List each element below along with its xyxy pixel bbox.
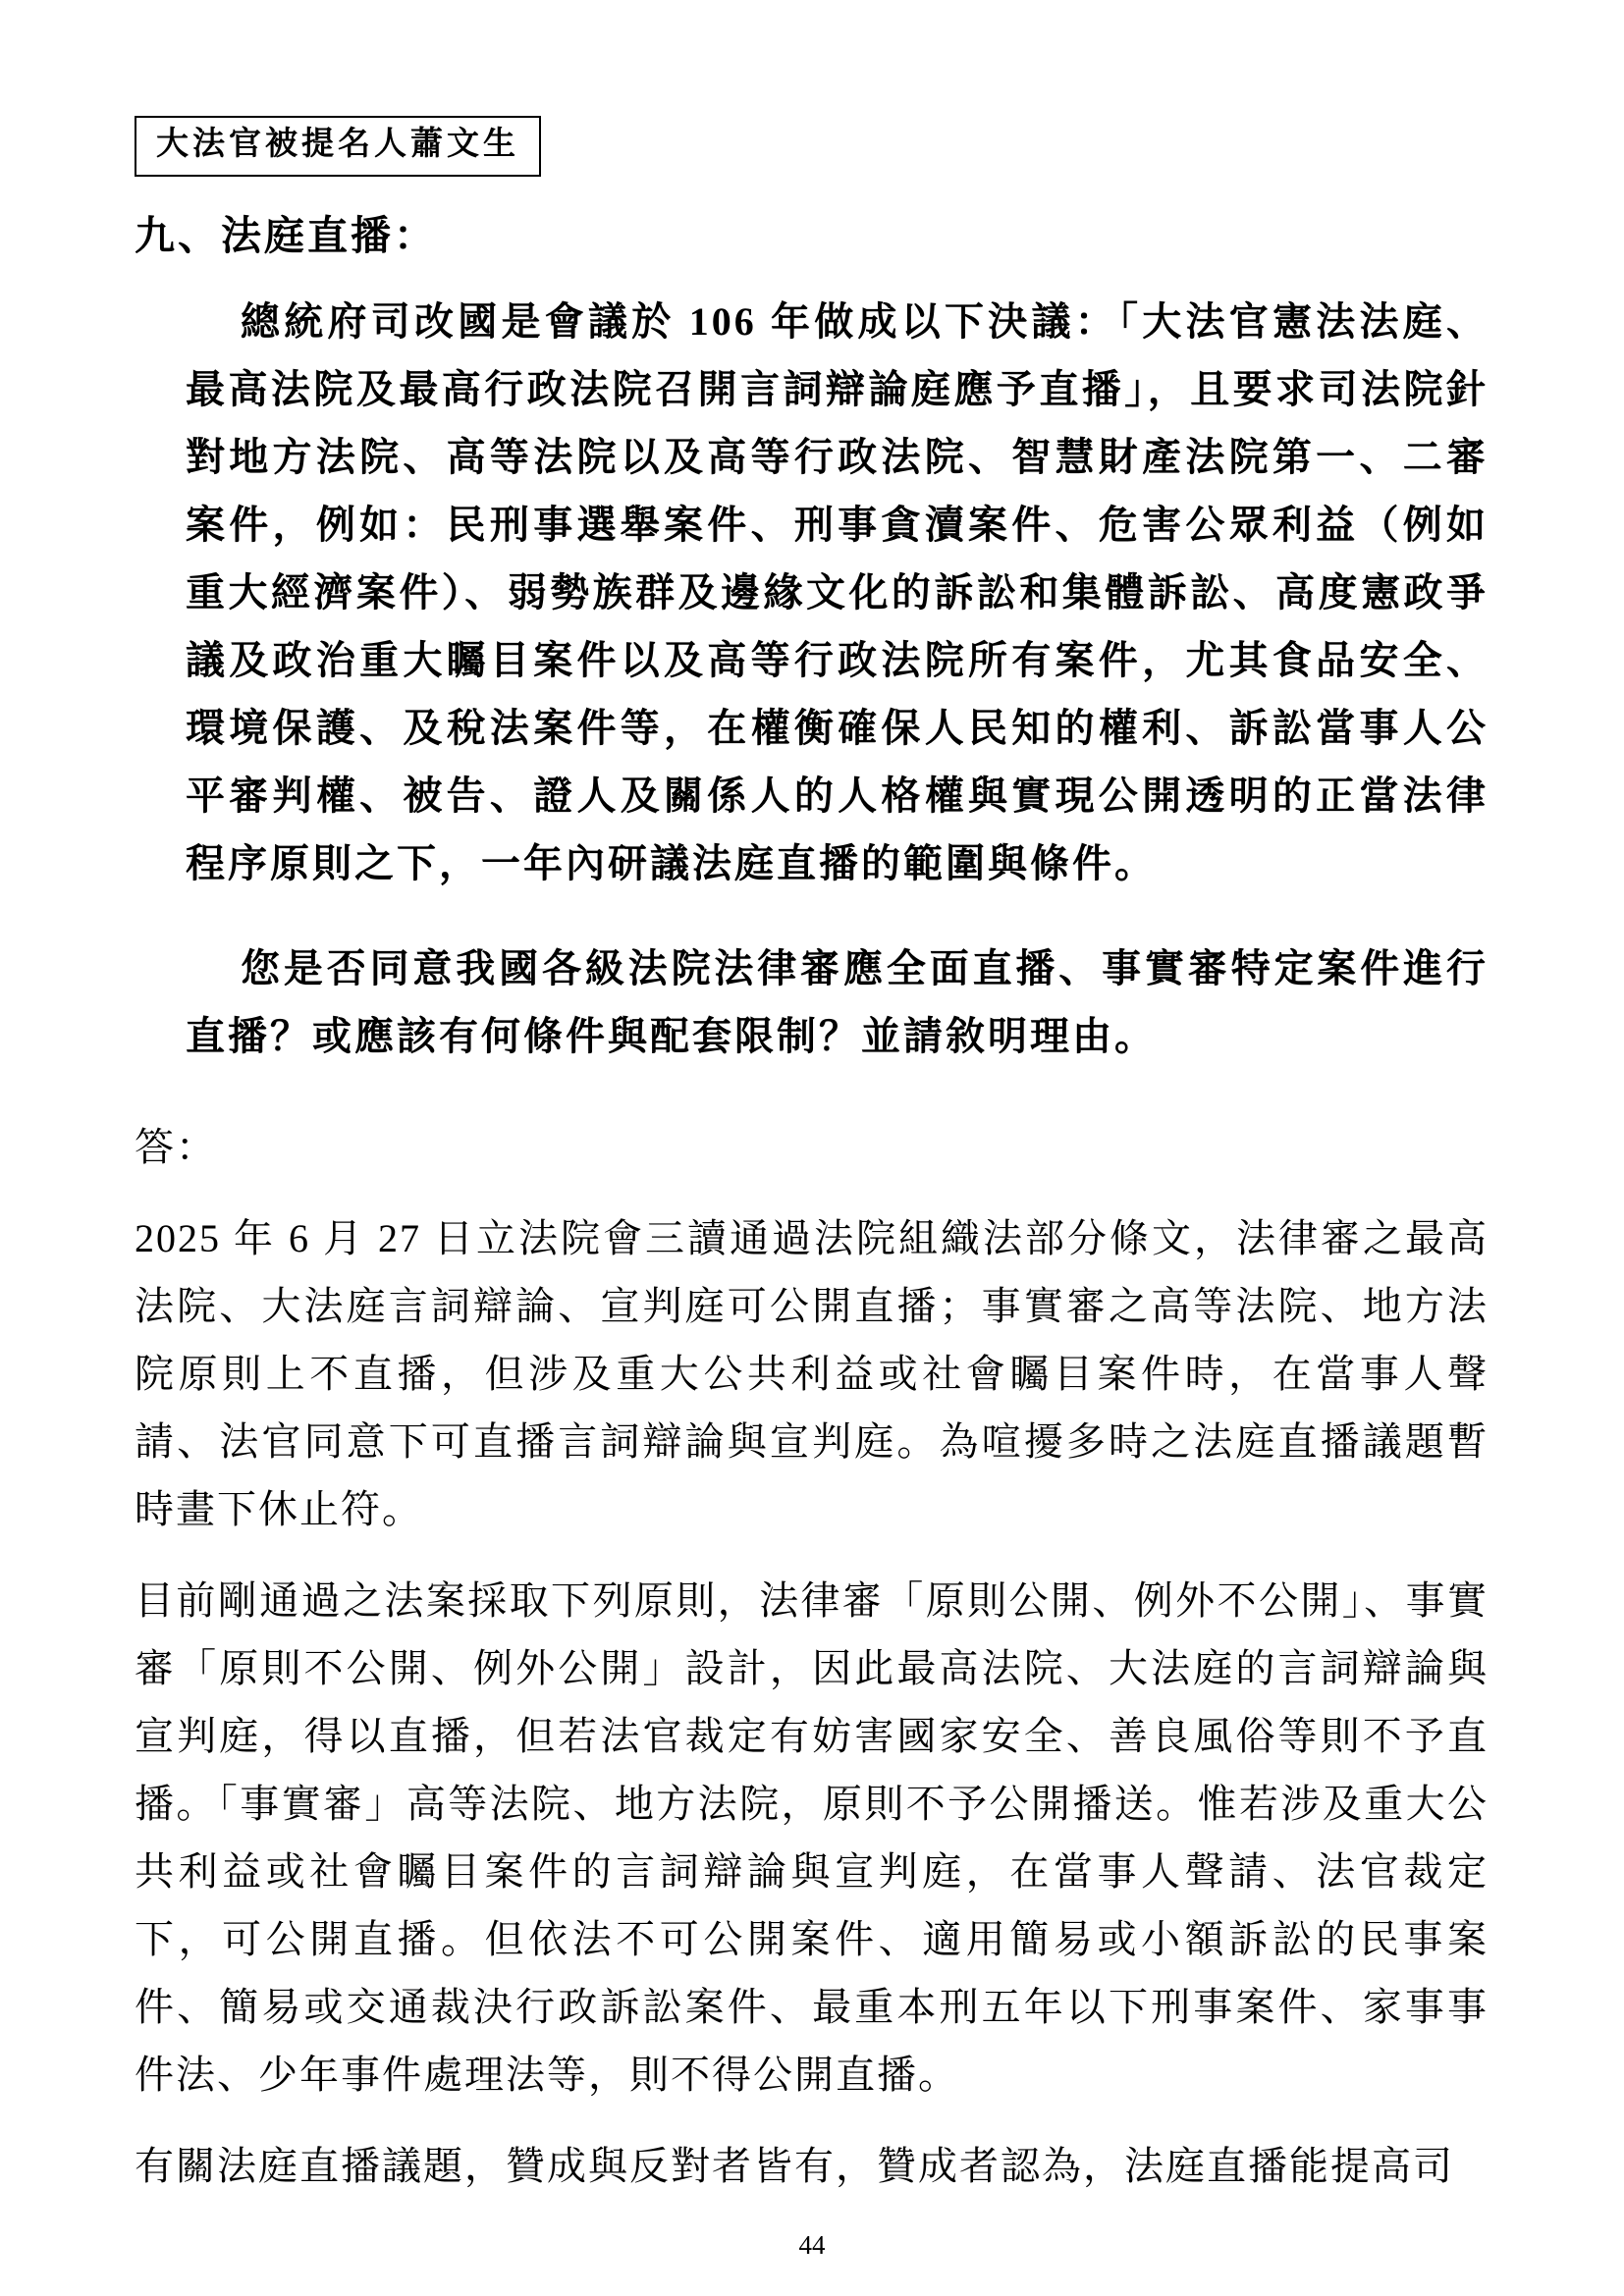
answer-paragraph-1: 2025 年 6 月 27 日立法院會三讀通過法院組織法部分條文，法律審之最高法院、大法庭言詞辯論、宣判庭可公開直播；事實審之高等法院、地方法院原則上不直播，但涉及重大公共利益或社會矚目案件時，在當事人聲請、法官同意下可直播言詞辯論與宣判庭。為喧擾多時之法庭直播議題暫時畫下休止符。	[135, 1215, 1489, 1531]
question-paragraph-2: 您是否同意我國各級法院法律審應全面直播、事實審特定案件進行直播？或應該有何條件與配套限制？並請敘明理由。	[186, 945, 1489, 1058]
page-number: 44	[798, 2230, 826, 2260]
answer-label: 答：	[135, 1124, 217, 1169]
question-paragraph-1: 總統府司改國是會議於 106 年做成以下決議：「大法官憲法法庭、最高法院及最高行政法院召開言詞辯論庭應予直播」，且要求司法院針對地方法院、高等法院以及高等行政法院、智慧財產法院第一、二審案件，例如：民刑事選舉案件、刑事貪瀆案件、危害公眾利益（例如重大經濟案件）、弱勢族群及邊緣文化的訴訟和集體訴訟、高度憲政爭議及政治重大矚目案件以及高等行政法院所有案件，尤其食品安全、環境保護、及稅法案件等，在權衡確保人民知的權利、訴訟當事人公平審判權、被告、證人及關係人的人格權與實現公開透明的正當法律程序原則之下，一年內研議法庭直播的範圍與條件。	[186, 298, 1489, 885]
section-heading: 九、法庭直播：	[135, 212, 437, 258]
answer-paragraph-3: 有關法庭直播議題，贊成與反對者皆有，贊成者認為，法庭直播能提高司	[135, 2143, 1454, 2188]
answer-paragraph-2: 目前剛通過之法案採取下列原則，法律審「原則公開、例外不公開」、事實審「原則不公開、例外公開」設計，因此最高法院、大法庭的言詞辯論與宣判庭，得以直播，但若法官裁定有妨害國家安全、善良風俗等則不予直播。「事實審」高等法院、地方法院，原則不予公開播送。惟若涉及重大公共利益或社會矚目案件的言詞辯論與宣判庭，在當事人聲請、法官裁定下，可公開直播。但依法不可公開案件、適用簡易或小額訴訟的民事案件、簡易或交通裁決行政訴訟案件、最重本刑五年以下刑事案件、家事事件法、少年事件處理法等，則不得公開直播。	[135, 1577, 1489, 2097]
nominee-label-box: 大法官被提名人蕭文生	[135, 116, 541, 177]
